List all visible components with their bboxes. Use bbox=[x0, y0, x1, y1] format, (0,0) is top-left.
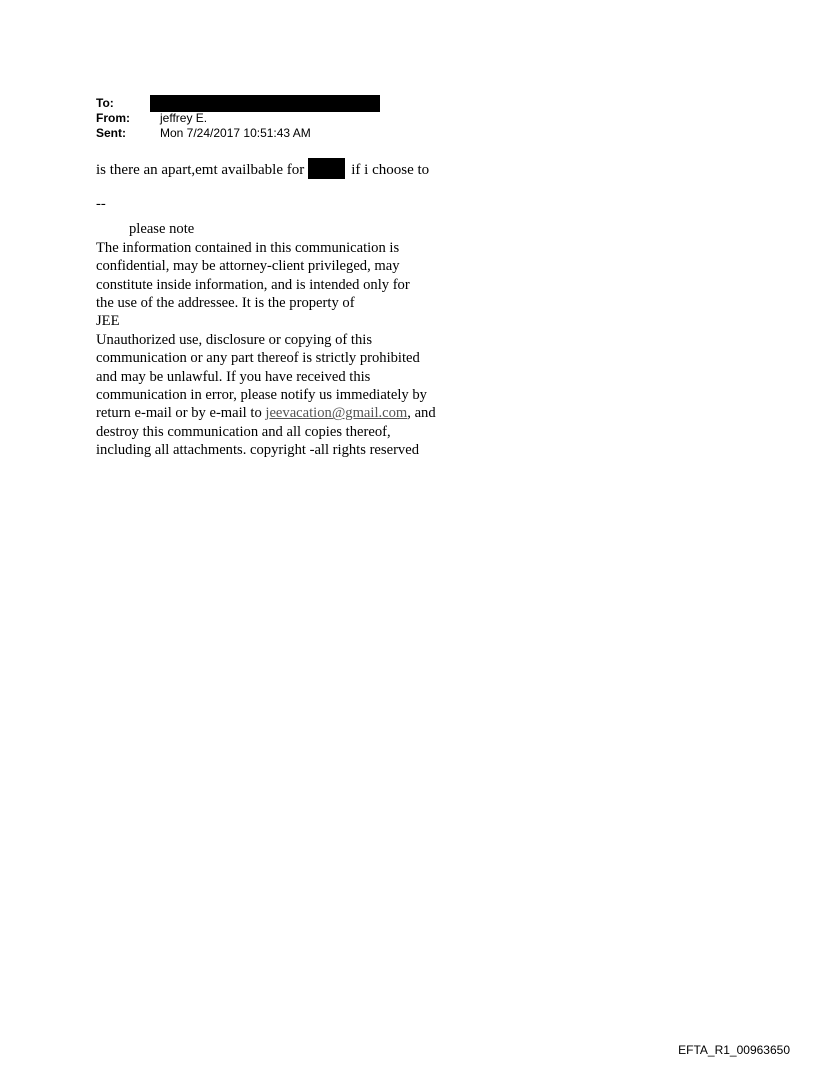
disclaimer-line: constitute inside information, and is intended only for bbox=[96, 276, 410, 293]
disclaimer-line: communication or any part thereof is strictly prohibited bbox=[96, 350, 420, 367]
message-text-after: if i choose to bbox=[351, 162, 430, 178]
to-row bbox=[96, 96, 380, 111]
disclaimer-return-line bbox=[96, 404, 476, 422]
disclaimer-line: The information contained in this communication is bbox=[96, 239, 400, 256]
redacted-name bbox=[308, 158, 345, 179]
from-row bbox=[96, 111, 380, 126]
note-heading: please note bbox=[129, 221, 195, 238]
email-link[interactable]: jeevacation@gmail.com bbox=[265, 405, 408, 422]
email-header bbox=[96, 96, 380, 141]
return-text-before: return e-mail or by e-mail to bbox=[96, 405, 266, 422]
document-id: EFTA_R1_00963650 bbox=[678, 1043, 790, 1057]
message-body bbox=[96, 158, 429, 180]
to-label: To: bbox=[96, 96, 114, 110]
spacer bbox=[96, 213, 476, 220]
sent-value: Mon 7/24/2017 10:51:43 AM bbox=[160, 126, 311, 140]
signature-separator: -- bbox=[96, 196, 106, 212]
redacted-recipient bbox=[150, 95, 380, 112]
from-label: From: bbox=[96, 111, 130, 125]
sent-label: Sent: bbox=[96, 126, 126, 140]
sent-row bbox=[96, 126, 380, 141]
disclaimer-line: JEE bbox=[96, 313, 120, 330]
email-signature bbox=[96, 195, 476, 460]
disclaimer-line: Unauthorized use, disclosure or copying of this bbox=[96, 331, 373, 348]
from-value: jeffrey E. bbox=[160, 111, 208, 125]
message-text-before: is there an apart,emt availbable for bbox=[96, 162, 305, 178]
disclaimer-line: confidential, may be attorney-client privileged, may bbox=[96, 258, 400, 275]
disclaimer-line: and may be unlawful. If you have received this bbox=[96, 368, 371, 385]
disclaimer-line: the use of the addressee. It is the property of bbox=[96, 295, 355, 312]
disclaimer-line: destroy this communication and all copies thereof, bbox=[96, 423, 391, 440]
return-text-after: , and bbox=[407, 405, 436, 422]
disclaimer-line: communication in error, please notify us immediately by bbox=[96, 387, 427, 404]
disclaimer-line: including all attachments. copyright -all rights reserved bbox=[96, 442, 419, 459]
